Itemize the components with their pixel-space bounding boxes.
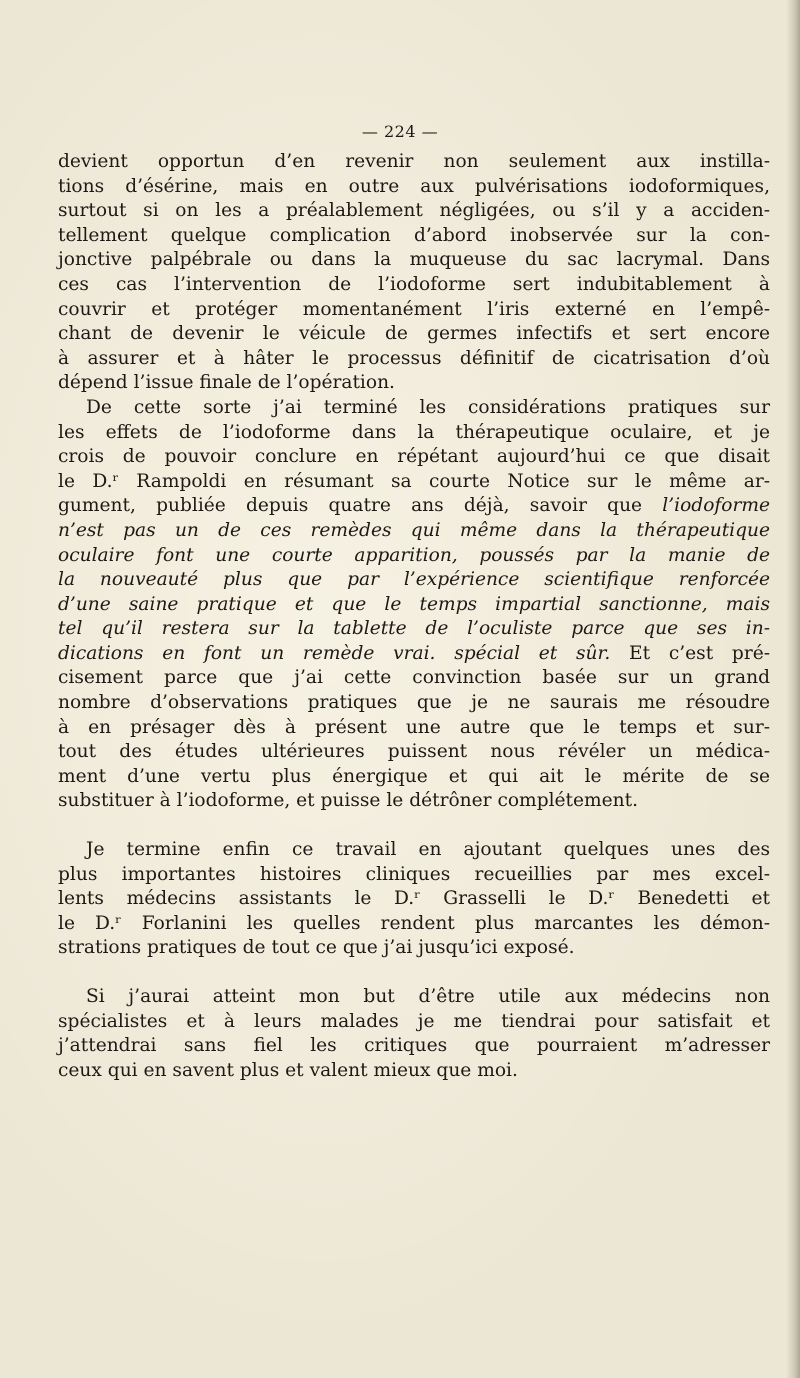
text-line bbox=[58, 593, 770, 618]
page-number: — 224 — bbox=[361, 122, 439, 141]
text-line: Je termine enfin ce travail en ajoutant quelques unes des bbox=[86, 839, 770, 861]
text-line bbox=[58, 568, 770, 593]
text-line: devient opportun d’en revenir non seulement aux instilla- bbox=[58, 151, 770, 172]
italic-quote: la nouveauté plus que par l’expérience scientifique renforcée bbox=[58, 569, 770, 591]
text-line: strations pratiques de tout ce que j’ai jusqu’ici exposé. bbox=[58, 937, 575, 959]
italic-quote: d’une saine pratique et que le temps impartial sanctionne, mais bbox=[58, 593, 770, 615]
text-line: surtout si on les a préalablement négligées, ou s’il y a acciden- bbox=[58, 200, 770, 222]
text-line: nombre d’observations pratiques que je ne saurais me résoudre bbox=[58, 692, 770, 714]
text-line: le D.ʳ Rampoldi en résumant sa courte Notice sur le même ar- bbox=[58, 470, 770, 492]
text-line bbox=[58, 544, 770, 569]
paragraph-gap bbox=[58, 814, 770, 838]
text-line: tions d’ésérine, mais en outre aux pulvérisations iodoformiques, bbox=[58, 175, 770, 197]
text-line: plus importantes histoires cliniques recueillies par mes excel- bbox=[58, 863, 770, 885]
text-line: tellement quelque complication d’abord inobservée sur la con- bbox=[58, 224, 770, 246]
paragraph-2 bbox=[58, 396, 770, 814]
paragraph-1 bbox=[58, 150, 770, 396]
text-line: ceux qui en savent plus et valent mieux que moi. bbox=[58, 1059, 518, 1081]
text-line: gument, publiée depuis quatre ans déjà, savoir que l’iodoforme bbox=[58, 495, 770, 517]
text-line: substituer à l’iodoforme, et puisse le détrôner complétement. bbox=[58, 790, 639, 812]
text-line: lents médecins assistants le D.ʳ Grasselli le D.ʳ Benedetti et bbox=[58, 888, 770, 910]
text-line: dications en font un remède vrai. spécial et sûr. Et c’est pré- bbox=[58, 642, 770, 664]
text-line: spécialistes et à leurs malades je me tiendrai pour satisfait et bbox=[58, 1010, 770, 1032]
text-line: ces cas l’intervention de l’iodoforme sert indubitablement à bbox=[58, 273, 770, 295]
text-line: couvrir et protéger momentanément l’iris externé en l’empê- bbox=[58, 298, 770, 320]
text-line bbox=[58, 617, 770, 642]
text-line: les effets de l’iodoforme dans la thérapeutique oculaire, et je bbox=[58, 421, 770, 443]
text-line: Si j’aurai atteint mon but d’être utile aux médecins non bbox=[86, 986, 770, 1007]
page-edge-shadow bbox=[786, 0, 800, 1378]
text-line: ment d’une vertu plus énergique et qui ait le mérite de se bbox=[58, 765, 770, 787]
text-line: j’attendrai sans fiel les critiques que pourraient m’adresser bbox=[58, 1035, 770, 1057]
text-line: dépend l’issue finale de l’opération. bbox=[58, 372, 395, 394]
text-line: jonctive palpébrale ou dans la muqueuse du sac lacrymal. Dans bbox=[58, 249, 770, 271]
italic-quote: dications en font un remède vrai. spécial et sûr. bbox=[58, 642, 611, 664]
text-line: à assurer et à hâter le processus définitif de cicatrisation d’où bbox=[58, 347, 770, 369]
text-line: tout des études ultérieures puissent nous révéler un médica- bbox=[58, 741, 770, 763]
body-text bbox=[58, 150, 770, 1083]
italic-quote: tel qu’il restera sur la tablette de l’oculiste parce que ses in- bbox=[58, 618, 770, 640]
paragraph-gap bbox=[58, 961, 770, 985]
paragraph-3 bbox=[58, 838, 770, 961]
italic-quote: l’iodoforme bbox=[662, 495, 770, 517]
italic-quote: n’est pas un de ces remèdes qui même dans la thérapeutique bbox=[58, 519, 770, 541]
text-line: le D.ʳ Forlanini les quelles rendent plus marcantes les démon- bbox=[58, 912, 770, 934]
italic-quote: oculaire font une courte apparition, poussés par la manie de bbox=[58, 544, 770, 566]
text-line: à en présager dès à présent une autre que le temps et sur- bbox=[58, 716, 770, 738]
paragraph-4 bbox=[58, 985, 770, 1083]
text-line: cisement parce que j’ai cette convinction basée sur un grand bbox=[58, 667, 770, 689]
text-line: crois de pouvoir conclure en répétant aujourd’hui ce que disait bbox=[58, 446, 770, 468]
text-line: De cette sorte j’ai terminé les considérations pratiques sur bbox=[86, 396, 770, 418]
text-line bbox=[58, 519, 770, 544]
text-line: chant de devenir le véicule de germes infectifs et sert encore bbox=[58, 323, 770, 345]
